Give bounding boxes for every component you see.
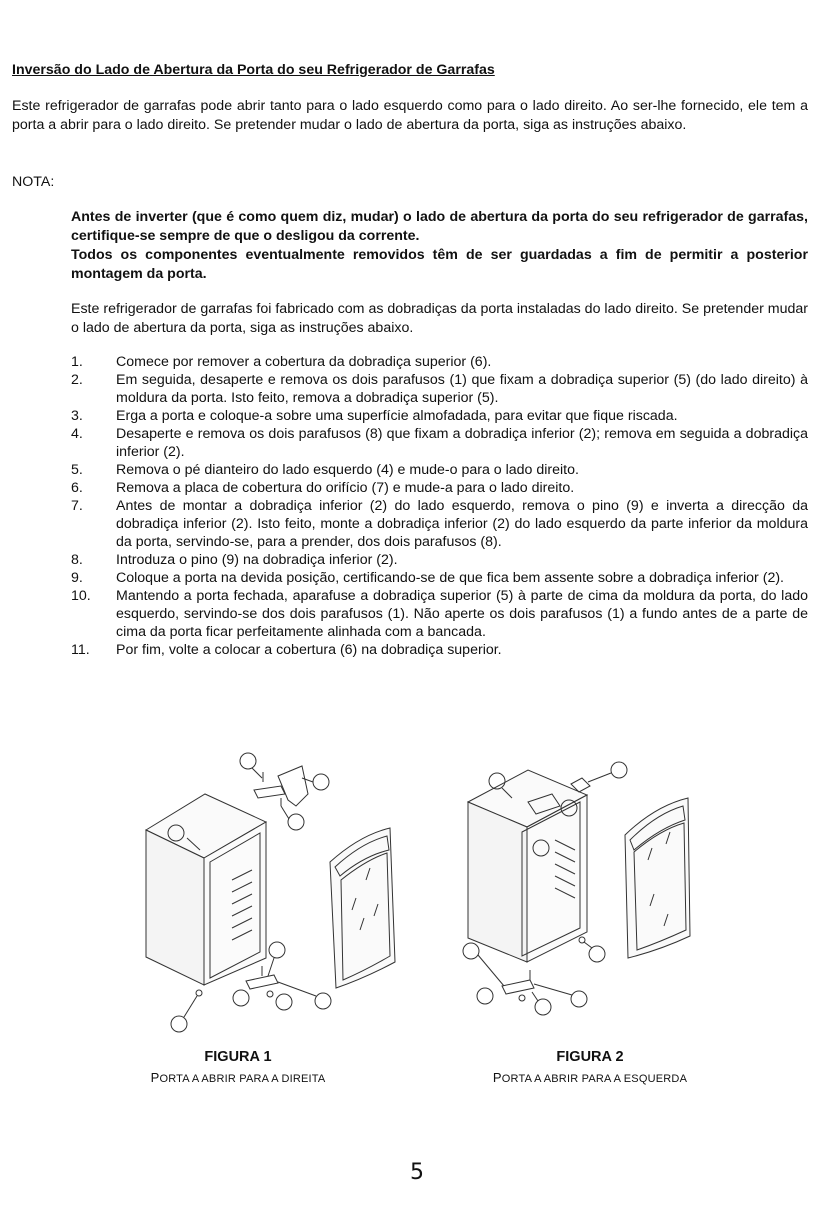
step-text: Introduza o pino (9) na dobradiça inferior (2). xyxy=(116,552,398,568)
step-number: 1. xyxy=(71,354,83,370)
figure2-caption: PORTA A ABRIR PARA A ESQUERDA xyxy=(492,1070,688,1085)
step-item xyxy=(71,569,808,587)
step-item xyxy=(71,497,808,551)
figure1-caption: PORTA A ABRIR PARA A DIREITA xyxy=(150,1070,326,1085)
step-item xyxy=(71,407,808,425)
step-text: Remova a placa de cobertura do orifício (7) e mude-a para o lado direito. xyxy=(116,480,575,496)
step-text: Antes de montar a dobradiça inferior (2) do lado esquerdo, remova o pino (9) e inverta a direcção da dobradiça inferior (2). Isto feito, monte a dobradiça inferior (2) do lado esquerdo da parte inferior da moldura da porta, servindo-se, para a prender, dos dois parafusos (8). xyxy=(116,498,808,550)
step-number: 10. xyxy=(71,588,91,604)
section-title: Inversão do Lado de Abertura da Porta do seu Refrigerador de Garrafas xyxy=(12,62,495,78)
warning-note-2: Todos os componentes eventualmente removidos têm de ser guardadas a fim de permitir a posterior montagem da porta. xyxy=(71,247,808,282)
step-number: 5. xyxy=(71,462,83,478)
step-number: 11. xyxy=(71,642,90,658)
figure1-door xyxy=(330,828,395,988)
figure1-top-hinge xyxy=(254,766,308,806)
step-number: 6. xyxy=(71,480,83,496)
figure2-title: FIGURA 2 xyxy=(556,1049,624,1065)
page-number: 5 xyxy=(410,1160,424,1185)
warning-note xyxy=(71,208,808,284)
step-item xyxy=(71,641,808,659)
figure2-cabinet xyxy=(468,770,587,962)
figure1-bottom-hinge xyxy=(246,966,278,997)
step-text: Remova o pé dianteiro do lado esquerdo (4) e mude-o para o lado direito. xyxy=(116,462,579,478)
step-text: Mantendo a porta fechada, aparafuse a dobradiça superior (5) à parte de cima da moldura da porta, do lado esquerdo, servindo-se dos dois parafusos (1). Não aperte os dois parafusos (1) a fundo antes de a parte de cima da porta ficar perfeitamente alinhada com a bancada. xyxy=(116,588,808,640)
figure1-title: FIGURA 1 xyxy=(204,1049,272,1065)
step-item xyxy=(71,587,808,641)
step-text: Erga a porta e coloque-a sobre uma superfície almofadada, para evitar que fique riscada. xyxy=(116,408,678,424)
instruction-steps xyxy=(71,353,808,659)
step-item xyxy=(71,479,808,497)
step-number: 2. xyxy=(71,372,83,388)
figure2-bottom-hinge xyxy=(502,970,534,1001)
figure1-cabinet xyxy=(146,794,266,996)
step-number: 4. xyxy=(71,426,83,442)
step-item xyxy=(71,551,808,569)
step-text: Em seguida, desaperte e remova os dois parafusos (1) que fixam a dobradiça superior (5) (do lado direito) à moldura da porta. Isto feito, remova a dobradiça superior (5). xyxy=(116,372,808,406)
intro-paragraph: Este refrigerador de garrafas pode abrir tanto para o lado esquerdo como para o lado direito. Ao ser-lhe fornecido, ele tem a porta a abrir para o lado direito. Se pretender mudar o lado de abertura da porta, siga as instruções abaixo. xyxy=(12,98,808,133)
step-item xyxy=(71,461,808,479)
step-number: 9. xyxy=(71,570,83,586)
step-text: Comece por remover a cobertura da dobradiça superior (6). xyxy=(116,354,492,370)
step-number: 3. xyxy=(71,408,83,424)
step-text: Desaperte e remova os dois parafusos (8) que fixam a dobradiça inferior (2); remova em seguida a dobradiça inferior (2). xyxy=(116,426,808,460)
step-item xyxy=(71,425,808,461)
nota-label: NOTA: xyxy=(12,174,55,190)
step-text: Coloque a porta na devida posição, certificando-se de que fica bem assente sobre a dobradiça inferior (2). xyxy=(116,570,784,586)
step-item xyxy=(71,353,808,371)
warning-note-1: Antes de inverter (que é como quem diz, mudar) o lado de abertura da porta do seu refrigerador de garrafas, certifique-se sempre de que o desligou da corrente. xyxy=(71,209,808,244)
step-text: Por fim, volte a colocar a cobertura (6) na dobradiça superior. xyxy=(116,642,502,658)
step-number: 8. xyxy=(71,552,83,568)
fabrication-paragraph: Este refrigerador de garrafas foi fabricado com as dobradiças da porta instaladas do lado direito. Se pretender mudar o lado de abertura da porta, siga as instruções abaixo. xyxy=(71,301,808,336)
figure2-door xyxy=(625,798,690,958)
step-item xyxy=(71,371,808,407)
step-number: 7. xyxy=(71,498,83,514)
assembly-diagrams xyxy=(0,740,834,1040)
